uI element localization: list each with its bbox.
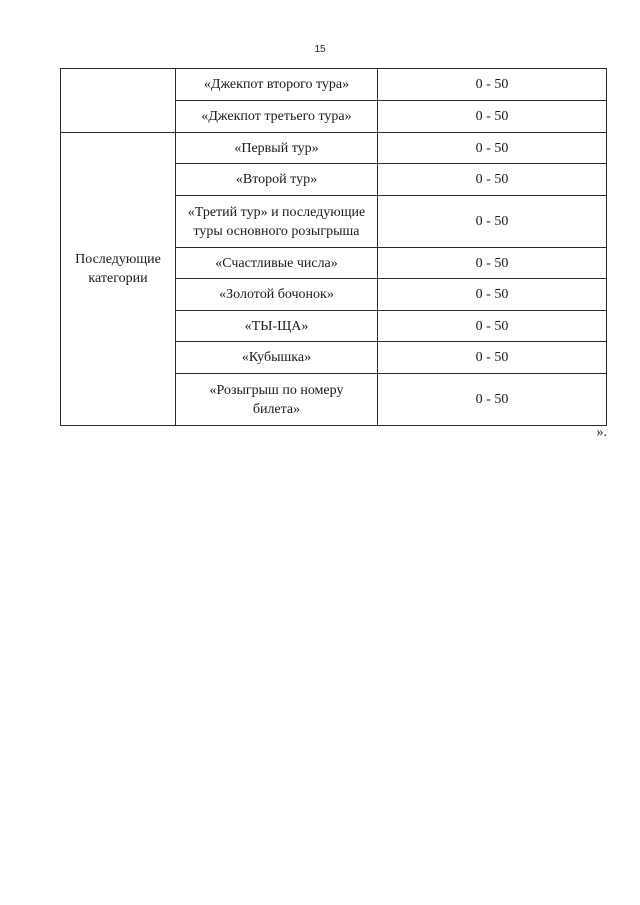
category-cell: «Второй тур» (176, 164, 378, 196)
page-number: 15 (314, 44, 326, 55)
category-cell: «Золотой бочонок» (176, 279, 378, 311)
closing-quote-mark: ». (596, 425, 607, 440)
range-cell: 0 - 50 (378, 279, 607, 311)
range-cell: 0 - 50 (378, 374, 607, 426)
category-cell: «Первый тур» (176, 133, 378, 164)
range-cell: 0 - 50 (378, 248, 607, 279)
range-cell: 0 - 50 (378, 311, 607, 342)
category-cell: «Третий тур» и последующие туры основного розыгрыша (176, 196, 378, 248)
range-cell: 0 - 50 (378, 133, 607, 164)
range-cell: 0 - 50 (378, 69, 607, 101)
group-label-cell: Последующие категории (61, 133, 176, 426)
category-cell: «Кубышка» (176, 342, 378, 374)
range-cell: 0 - 50 (378, 101, 607, 133)
range-cell: 0 - 50 (378, 342, 607, 374)
category-cell: «ТЫ-ЩА» (176, 311, 378, 342)
category-cell: «Счастливые числа» (176, 248, 378, 279)
range-cell: 0 - 50 (378, 196, 607, 248)
category-cell: «Джекпот второго тура» (176, 69, 378, 101)
category-cell: «Джекпот третьего тура» (176, 101, 378, 133)
range-cell: 0 - 50 (378, 164, 607, 196)
empty-group-cell (61, 69, 176, 133)
table-row (61, 69, 607, 101)
table-row (61, 133, 607, 164)
category-cell: «Розыгрыш по номеру билета» (176, 374, 378, 426)
categories-table (60, 68, 607, 426)
